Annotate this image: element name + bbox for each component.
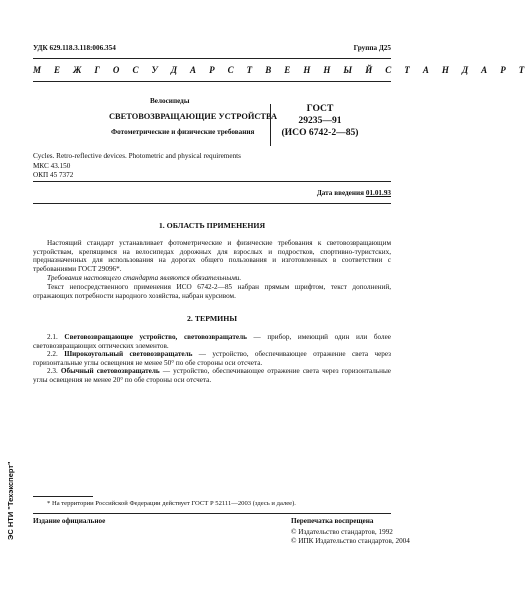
- intro-date: [317, 189, 391, 198]
- footnote: * На территории Российской Федерации действует ГОСТ Р 52111—2003 (здесь и далее).: [47, 500, 296, 507]
- term-name: Широкоугольный световозвращатель: [64, 350, 193, 358]
- official-edition: Издание официальное: [33, 517, 106, 525]
- udk-code: УДК 629.118.3.118:006.354: [33, 44, 116, 52]
- banner-rule: [33, 81, 391, 82]
- mks-code: МКС 43.150: [33, 162, 71, 170]
- title-rule: [33, 181, 391, 182]
- section1-paragraph2: Требования настоящего стандарта являются обязательными.: [47, 274, 242, 282]
- group-code: Группа Д25: [353, 44, 391, 52]
- gost-label: ГОСТ: [306, 103, 334, 114]
- top-rule: [33, 58, 391, 59]
- term-name: Световозвращающее устройство, световозвращатель: [64, 333, 247, 341]
- side-stamp: [6, 440, 16, 540]
- side-stamp-text: ЭС НТИ "Техэксперт": [6, 461, 15, 540]
- section1-paragraph3: Текст непосредственного применения ИСО 6742-2—85 набран прямым шрифтом, текст дополнений, отражающих потребности народного хозяйства, набран курсивом.: [33, 283, 391, 300]
- intro-date-value: 01.01.93: [365, 189, 391, 197]
- intro-date-label: Дата введения: [316, 189, 365, 197]
- doc-subtitle: Фотометрические и физические требования: [111, 128, 255, 136]
- term-number: 2.2.: [47, 350, 58, 358]
- category-label: Велосипеды: [150, 97, 190, 105]
- date-rule: [33, 203, 391, 204]
- footer-rule: [33, 513, 391, 514]
- section2-heading: 2. ТЕРМИНЫ: [187, 314, 237, 323]
- copyright-2: © ИПК Издательство стандартов, 2004: [291, 537, 410, 545]
- term-definition: — устройство, обеспечивающее отражение света через горизонтальные углы освещения не менее 20° по обе стороны оси отсчета.: [33, 367, 392, 384]
- term-item: [33, 350, 391, 367]
- iso-number: (ИСО 6742-2—85): [281, 127, 359, 138]
- term-item: [33, 333, 391, 350]
- english-title: Cycles. Retro-reflective devices. Photometric and physical requirements: [33, 152, 241, 160]
- title-divider: [270, 104, 271, 146]
- reprint-notice: Перепечатка воспрещена: [291, 517, 374, 525]
- doc-title: СВЕТОВОЗВРАЩАЮЩИЕ УСТРОЙСТВА: [109, 112, 278, 121]
- term-definition: — устройство, обеспечивающее отражение света через горизонтальные углы освещения не менее 50° по обе стороны оси отсчета.: [33, 350, 392, 367]
- section1-paragraph1: Настоящий стандарт устанавливает фотометрические и физические требования к световозвращающим устройствам, крепящимся на велосипедах дорожных для взрослых и подростков, спортивно-туристских, предназначенных для использования на дорогах общего пользования и изготовленных в соответствии с требованиями ГОСТ 29096*.: [33, 239, 391, 273]
- term-item: [33, 367, 391, 384]
- copyright-1: © Издательство стандартов, 1992: [291, 528, 393, 536]
- term-definition: — прибор, имеющий один или более световозвращающих оптических элементов.: [33, 333, 391, 350]
- term-number: 2.1.: [47, 333, 58, 341]
- okp-code: ОКП 45 7372: [33, 171, 74, 179]
- section1-heading: 1. ОБЛАСТЬ ПРИМЕНЕНИЯ: [158, 221, 266, 230]
- term-name: Обычный световозвращатель: [60, 367, 160, 375]
- term-number: 2.3.: [47, 367, 58, 375]
- standard-banner: М Е Ж Г О С У Д А Р С Т В Е Н Н Ы Й С Т А Н Д А Р Т: [33, 65, 530, 75]
- footnote-rule: [33, 496, 93, 497]
- gost-number: 29235—91: [298, 115, 342, 126]
